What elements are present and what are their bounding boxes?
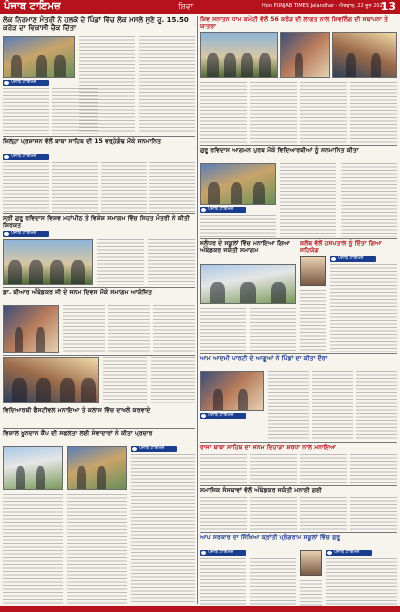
article-body [63,305,195,353]
story-8 [200,147,397,237]
section-name: ਸ਼ਿਵਾ [178,2,194,11]
byline: ਪੰਜਾਬ ਟਾਇਮਜ਼ [131,446,177,452]
headline: ਸ਼ਿਵ ਸਨਾਤਨ ਧਾਮ ਕਮੇਟੀ ਵੱਲੋਂ 56 ਕਰੋੜ ਦੀ ਲਾਗਤ ਨਾਲ ਸ਼ਿਵਲਿੰਗ ਦੀ ਸਥਾਪਨਾ ਤੇ ਯਾਤਰਾ [200,16,389,31]
headline: ਜਲੰਧਰ ਦੇ ਸਕੂਲਾਂ ਵਿੱਚ ਮਨਾਇਆ ਗਿਆ ਅੰਬੇਡਕਰ ਜਯੰਤੀ ਸਮਾਗਮ [200,240,290,255]
article-body [3,494,127,604]
story-12 [200,444,397,484]
article-body [131,454,195,604]
headline: ਡਾ. ਬੀਆਰ ਅੰਬੇਡਕਰ ਜੀ ਦੇ ਜਨਮ ਦਿਵਸ ਮੌਕੇ ਸਮਾਗਮ ਆਯੋਜਿਤ [3,289,153,296]
byline: ਪੰਜਾਬ ਟਾਇਮਜ਼ [200,207,246,213]
article-body [79,36,195,134]
headline: ਕਲੱਬ ਵੱਲੋਂ ਹਸਪਤਾਲ ਨੂੰ ਦਿੱਤਾ ਗਿਆ ਸਹਿਯੋਗ [300,240,382,255]
article-body [200,558,296,606]
portrait-photo [300,256,326,286]
story-3 [3,215,195,285]
story-photo [280,32,330,78]
article-body [300,580,322,606]
article-body [280,163,397,237]
story-9 [200,240,296,352]
headline: ਸ੍ਰੀ ਗੁਰੂ ਰਵਿਦਾਸ ਵਿਸ਼ਵ ਮਹਾਂਪੀਠ ਤੇ ਵਿਸ਼ੇਸ਼ ਸਮਾਗਮ ਵਿੱਚ ਸਿਹਤ ਮੰਤਰੀ ਨੇ ਕੀਤੀ ਸ਼ਿਰਕਤ [3,215,190,230]
page-number: 13 [380,0,396,13]
story-photo [3,239,93,285]
portrait-photo [300,550,322,576]
byline: ਪੰਜਾਬ ਟਾਇਮਜ਼ [200,413,246,419]
byline: ਪੰਜਾਬ ਟਾਇਮਜ਼ [330,256,376,262]
story-photo [3,36,75,78]
article-body [326,558,397,606]
headline: ਵਿਦਿਆਰਥੀ ਫੈਸਟੀਵਲ ਮਨਾਇਆ ਤੇ ਕਲਾਸ ਵਿੱਚ ਦਾਖਲੇ ਕਰਵਾਏ [3,407,151,414]
headline: ਆਪ ਸਰਕਾਰ ਦਾ ਸਿੱਖਿਆ ਕ੍ਰਾਂਤੀ ਪ੍ਰੋਗਰਾਮ ਸਕੂਲਾਂ ਵਿੱਚ ਸ਼ੁਰੂ [200,534,341,541]
story-14 [200,534,397,606]
headline: ਗੁਰੂ ਰਵਿਦਾਸ ਆਗਮਨ ਪੁਰਬ ਮੌਕੇ ਵਿਦਿਆਰਥੀਆਂ ਨੂੰ ਸਨਮਾਨਿਤ ਕੀਤਾ [200,147,359,154]
story-top-right [200,16,397,144]
byline: ਪੰਜਾਬ ਟਾਇਮਜ਼ [3,80,49,86]
article-body [200,454,397,484]
article-body [200,308,296,352]
article-body [200,82,397,144]
story-photo [3,305,59,353]
byline: ਪੰਜਾਬ ਟਾਇਮਜ਼ [200,550,246,556]
headline: ਜ਼ਿਲ੍ਹਾ ਪ੍ਰਸ਼ਾਸਨ ਵੱਲੋਂ ਬਾਬਾ ਸਾਹਿਬ ਦੀ 15 ਵਰ੍ਹੇਗੰਢ ਮੌਕੇ ਸਨਮਾਨਿਤ [3,138,162,145]
article-body [97,239,195,285]
story-5 [3,357,195,427]
story-6 [3,430,195,606]
story-11 [200,355,397,441]
byline: ਪੰਜਾਬ ਟਾਇਮਜ਼ [3,231,49,237]
headline: ਰਾਜਾ ਬਾਬਾ ਸਾਹਿਬ ਦਾ ਜਨਮ ਦਿਹਾੜਾ ਸ਼ਰਧਾ ਨਾਲ ਮਨਾਇਆ [200,444,337,451]
article-body [200,497,397,531]
dateline: Hon PUNJAB TIMES Jalandhar · ਐਤਵਾਰ, 22 ਜੂਨ 2025 [262,3,386,9]
story-4 [3,289,195,353]
story-2 [3,138,195,212]
masthead [0,0,400,14]
article-body [200,215,276,237]
story-photo [200,264,296,304]
story-photo [3,357,99,403]
article-body [103,357,195,403]
story-photo [200,371,264,411]
story-lead [3,16,195,134]
story-photo [3,446,63,490]
story-photo [67,446,127,490]
headline: ਵਿਸ਼ਾਲ ਖੂਨਦਾਨ ਕੈਂਪ ਦੀ ਸਫਲਤਾ ਲਈ ਸੇਵਾਦਾਰਾਂ ਨੇ ਕੀਤਾ ਪ੍ਰਚਾਰ [3,430,153,437]
headline: ਲੋਕ ਨਿਰਮਾਣ ਮੰਤਰੀ ਨੇ ਹਲਕੇ ਦੇ ਪਿੰਡਾਂ ਵਿੱਚ ਲੋਕ ਮਸਲੇ ਸੁਣੇ ਰੂ. 15.50 ਕਰੋੜ ਦਾ ਵਿਕਾਸੀ ਚੈਕ ਦਿੱਤਾ [3,16,189,32]
story-photo [332,32,397,78]
newspaper-brand: ਪੰਜਾਬ ਟਾਇਮਜ਼ [4,1,61,12]
story-13 [200,487,397,531]
footer-bar [0,606,400,612]
headline: ਆਮ ਆਦਮੀ ਪਾਰਟੀ ਦੇ ਆਗੂਆਂ ਨੇ ਪਿੰਡਾਂ ਦਾ ਕੀਤਾ ਦੌਰਾ [200,355,328,362]
story-10 [300,240,397,352]
byline: ਪੰਜਾਬ ਟਾਇਮਜ਼ [326,550,372,556]
story-photo [200,163,276,205]
headline: ਸਮਾਜਿਕ ਸੰਸਥਾਵਾਂ ਵੱਲੋਂ ਅੰਬੇਡਕਰ ਜਯੰਤੀ ਮਨਾਈ ਗਈ [200,487,322,494]
article-body [268,371,397,441]
article-body [3,162,195,212]
story-photo [200,32,278,78]
article-body [330,264,397,352]
byline: ਪੰਜਾਬ ਟਾਇਮਜ਼ [3,154,49,160]
article-body [300,290,326,352]
